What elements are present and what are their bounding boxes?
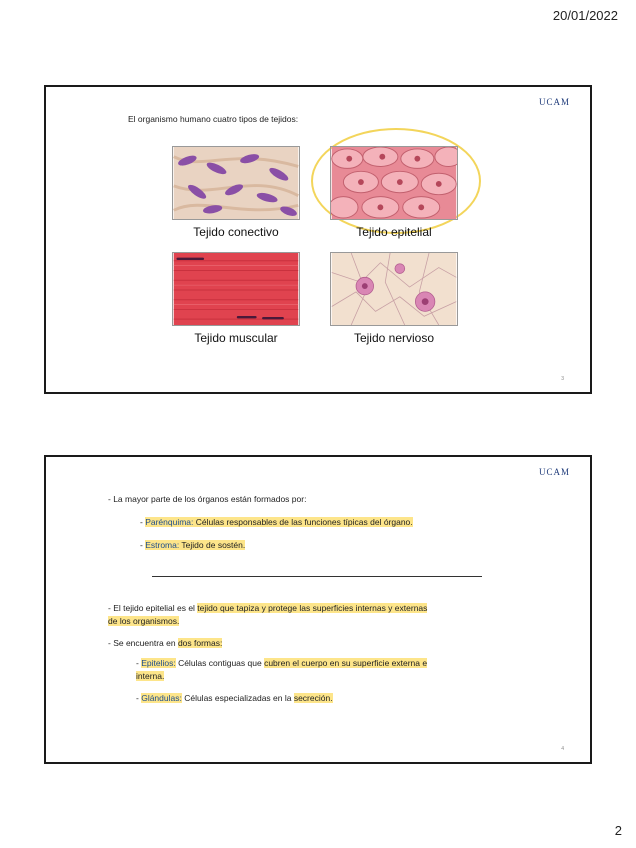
slide-epithelial-tissue — [44, 455, 592, 764]
forms-text — [108, 637, 222, 650]
slide-number: 4 — [561, 746, 564, 752]
divider-line — [152, 576, 482, 577]
estroma-definition: Tejido de sostén. — [179, 540, 246, 550]
forms-highlight: dos formas: — [177, 638, 223, 648]
epithelial-prefix: - El tejido epitelial es el — [108, 603, 198, 613]
epitelios-highlight-1: cubren el cuerpo en su superficie externa e — [264, 658, 428, 668]
tissue-tile-conectivo — [172, 146, 300, 239]
epithelial-highlight-2: de los organismos. — [108, 616, 180, 626]
term-epitelios: Epitelios: — [141, 658, 176, 668]
bullet-estroma: - Estroma: Tejido de sostén. — [140, 540, 246, 550]
epitelios-highlight-2: interna. — [136, 671, 165, 681]
nervous-tissue-image — [330, 252, 458, 326]
term-glandulas: Glándulas: — [141, 693, 182, 703]
epithelial-tissue-image — [330, 146, 458, 220]
print-date: 20/01/2022 — [552, 8, 618, 23]
dash: - — [136, 693, 142, 703]
tissue-tile-epitelial — [330, 146, 458, 239]
caption-tejido-epitelial: Tejido epitelial — [356, 225, 432, 239]
epithelial-highlight-1: tejido que tapiza y protege las superficies internas y externas — [197, 603, 428, 613]
forms-prefix: - Se encuentra en — [108, 638, 178, 648]
glandulas-text: Células especializadas en la — [181, 693, 294, 703]
page-number: 2 — [614, 823, 622, 838]
slide-intro-text: El organismo humano cuatro tipos de tejidos: — [128, 114, 299, 124]
caption-tejido-muscular: Tejido muscular — [194, 331, 278, 345]
ucam-logo: UCAM — [538, 97, 570, 107]
epitelios-text: Células contiguas que — [175, 658, 265, 668]
term-estroma: Estroma: — [145, 540, 180, 550]
ucam-logo: UCAM — [538, 467, 570, 477]
bullet-epitelios — [136, 657, 536, 683]
caption-tejido-conectivo: Tejido conectivo — [193, 225, 279, 239]
bullet-glandulas — [136, 692, 333, 705]
tissue-tile-nervioso — [330, 252, 458, 345]
bullet-parenquima: - Parénquima: Células responsables de las funciones típicas del órgano. — [140, 517, 413, 527]
term-parenquima: Parénquima: — [145, 517, 194, 527]
connective-tissue-image — [172, 146, 300, 220]
slide-number: 3 — [561, 376, 564, 382]
glandulas-highlight: secreción. — [293, 693, 333, 703]
parenquima-definition: Células responsables de las funciones típicas del órgano. — [193, 517, 413, 527]
organs-lead-text: - La mayor parte de los órganos están formados por: — [108, 494, 307, 504]
slide-tissue-types — [44, 85, 592, 394]
dash: - — [136, 658, 142, 668]
epithelial-definition — [108, 602, 548, 628]
tissue-tile-muscular — [172, 252, 300, 345]
muscle-tissue-image — [172, 252, 300, 326]
caption-tejido-nervioso: Tejido nervioso — [353, 331, 435, 345]
